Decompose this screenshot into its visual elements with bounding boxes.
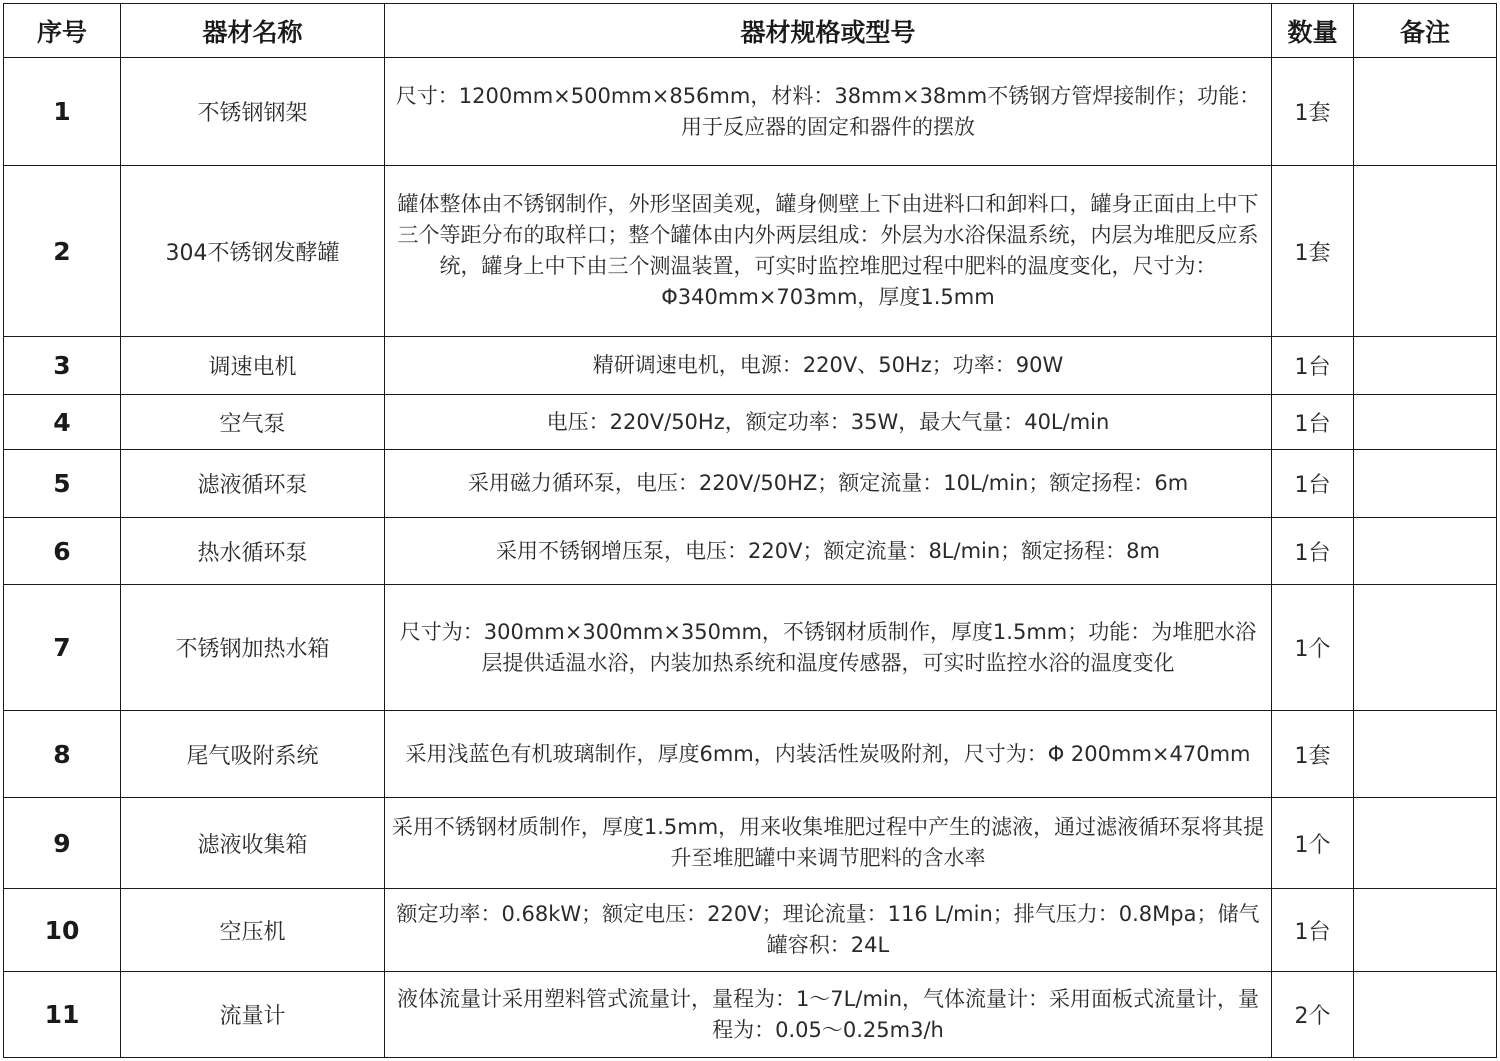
equipment-name: 304不锈钢发酵罐: [121, 166, 385, 337]
equipment-name: 热水循环泵: [121, 518, 385, 585]
equipment-spec: 液体流量计采用塑料管式流量计，量程为：1～7L/min，气体流量计：采用面板式流量计，量程为：0.05～0.25m3/h: [385, 972, 1272, 1058]
row-number: 11: [4, 972, 121, 1058]
equipment-spec: 尺寸为：300mm×300mm×350mm，不锈钢材质制作，厚度1.5mm；功能：为堆肥水浴层提供适温水浴，内装加热系统和温度传感器，可实时监控水浴的温度变化: [385, 585, 1272, 711]
header-spec: 器材规格或型号: [385, 4, 1272, 58]
equipment-spec: 采用磁力循环泵，电压：220V/50HZ；额定流量：10L/min；额定扬程：6m: [385, 450, 1272, 518]
row-number: 10: [4, 889, 121, 972]
equipment-note: [1354, 166, 1497, 337]
equipment-qty: 1套: [1272, 58, 1354, 166]
row-number: 7: [4, 585, 121, 711]
row-number: 1: [4, 58, 121, 166]
equipment-note: [1354, 585, 1497, 711]
equipment-spec: 电压：220V/50Hz，额定功率：35W，最大气量：40L/min: [385, 395, 1272, 450]
equipment-spec: 罐体整体由不锈钢制作，外形坚固美观，罐身侧壁上下由进料口和卸料口，罐身正面由上中下三个等距分布的取样口；整个罐体由内外两层组成：外层为水浴保温系统，内层为堆肥反应系统，罐身上中下由三个测温装置，可实时监控堆肥过程中肥料的温度变化，尺寸为：Φ340mm×703mm，厚度1.5mm: [385, 166, 1272, 337]
equipment-name: 调速电机: [121, 337, 385, 395]
table-row: [4, 166, 1497, 337]
equipment-qty: 1套: [1272, 711, 1354, 798]
table-row: [4, 798, 1497, 889]
equipment-name: 滤液收集箱: [121, 798, 385, 889]
equipment-qty: 1个: [1272, 585, 1354, 711]
header-qty: 数量: [1272, 4, 1354, 58]
row-number: 9: [4, 798, 121, 889]
equipment-name: 滤液循环泵: [121, 450, 385, 518]
table-row: [4, 58, 1497, 166]
equipment-name: 空气泵: [121, 395, 385, 450]
equipment-spec: 尺寸：1200mm×500mm×856mm，材料：38mm×38mm不锈钢方管焊接制作；功能：用于反应器的固定和器件的摆放: [385, 58, 1272, 166]
table-row: [4, 337, 1497, 395]
table-row: [4, 518, 1497, 585]
equipment-note: [1354, 889, 1497, 972]
equipment-qty: 1台: [1272, 337, 1354, 395]
equipment-qty: 1个: [1272, 798, 1354, 889]
equipment-note: [1354, 395, 1497, 450]
equipment-spec: 采用浅蓝色有机玻璃制作，厚度6mm，内装活性炭吸附剂，尺寸为：Φ 200mm×470mm: [385, 711, 1272, 798]
equipment-table: [3, 3, 1497, 1058]
equipment-note: [1354, 972, 1497, 1058]
table-row: [4, 395, 1497, 450]
table-row: [4, 889, 1497, 972]
equipment-spec: 采用不锈钢增压泵，电压：220V；额定流量：8L/min；额定扬程：8m: [385, 518, 1272, 585]
equipment-note: [1354, 58, 1497, 166]
equipment-name: 不锈钢钢架: [121, 58, 385, 166]
row-number: 3: [4, 337, 121, 395]
equipment-name: 空压机: [121, 889, 385, 972]
equipment-qty: 1台: [1272, 395, 1354, 450]
equipment-qty: 1台: [1272, 518, 1354, 585]
equipment-name: 流量计: [121, 972, 385, 1058]
table-row: [4, 711, 1497, 798]
equipment-note: [1354, 450, 1497, 518]
equipment-spec: 精研调速电机，电源：220V、50Hz；功率：90W: [385, 337, 1272, 395]
table-row: [4, 972, 1497, 1058]
equipment-qty: 1套: [1272, 166, 1354, 337]
header-name: 器材名称: [121, 4, 385, 58]
row-number: 6: [4, 518, 121, 585]
equipment-qty: 2个: [1272, 972, 1354, 1058]
row-number: 2: [4, 166, 121, 337]
table-row: [4, 450, 1497, 518]
equipment-name: 尾气吸附系统: [121, 711, 385, 798]
equipment-note: [1354, 337, 1497, 395]
equipment-qty: 1台: [1272, 889, 1354, 972]
table-row: [4, 585, 1497, 711]
row-number: 5: [4, 450, 121, 518]
equipment-qty: 1台: [1272, 450, 1354, 518]
header-note: 备注: [1354, 4, 1497, 58]
row-number: 8: [4, 711, 121, 798]
header-row: [4, 4, 1497, 58]
equipment-note: [1354, 798, 1497, 889]
equipment-name: 不锈钢加热水箱: [121, 585, 385, 711]
equipment-note: [1354, 711, 1497, 798]
row-number: 4: [4, 395, 121, 450]
equipment-spec: 采用不锈钢材质制作，厚度1.5mm，用来收集堆肥过程中产生的滤液，通过滤液循环泵将其提升至堆肥罐中来调节肥料的含水率: [385, 798, 1272, 889]
header-index: 序号: [4, 4, 121, 58]
equipment-note: [1354, 518, 1497, 585]
equipment-spec: 额定功率：0.68kW；额定电压：220V；理论流量：116 L/min；排气压力：0.8Mpa；储气罐容积：24L: [385, 889, 1272, 972]
